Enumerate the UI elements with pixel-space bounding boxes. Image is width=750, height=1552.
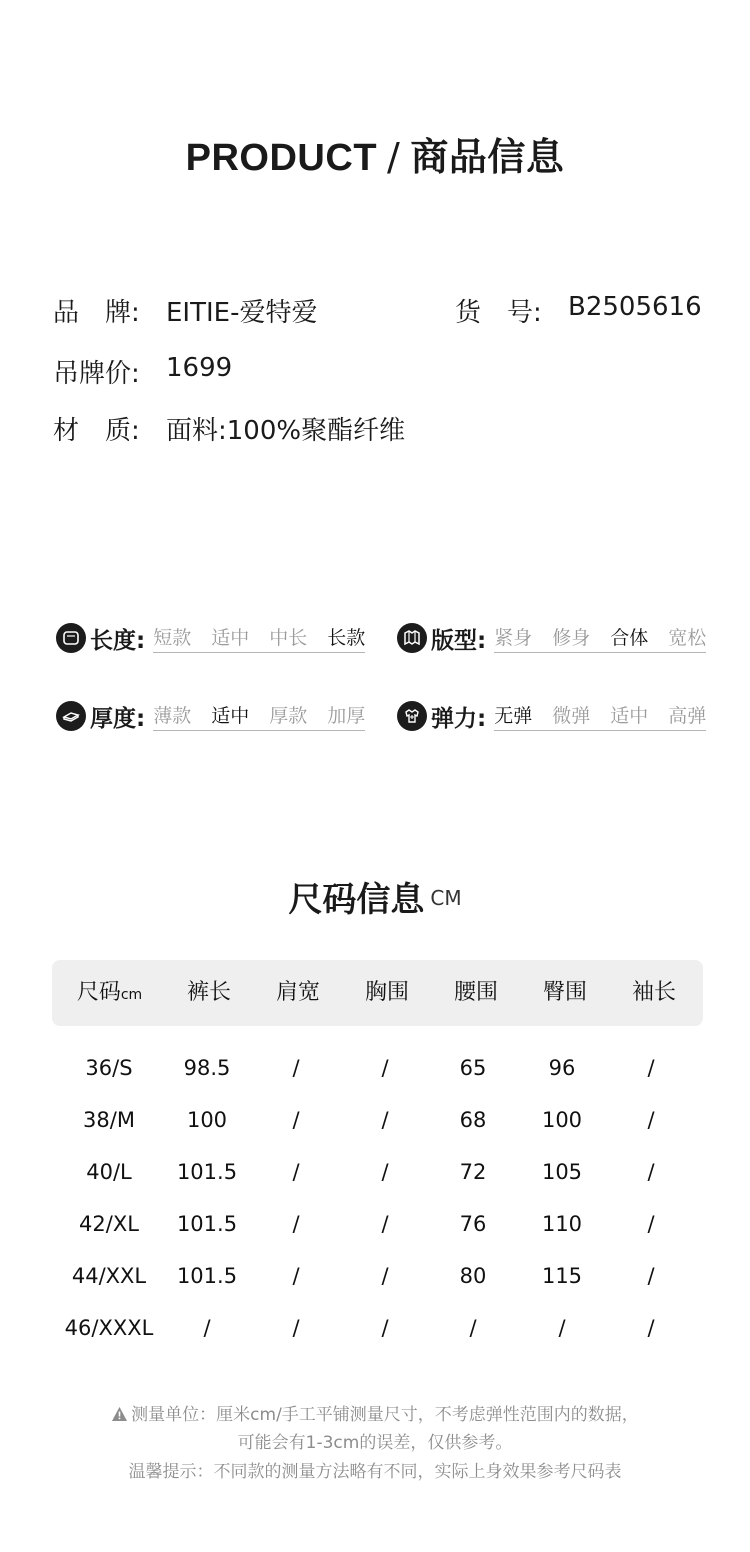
attr-elasticity-option: 高弹 [668, 705, 707, 727]
attr-length-options [153, 623, 365, 653]
fit-icon [397, 623, 427, 653]
measurement-cell: 65 [459, 1056, 487, 1080]
sku-value: B2505616 [568, 292, 702, 322]
note-line-1: 测量单位：厘米cm/手工平铺测量尺寸，不考虑弹性范围内的数据， [131, 1405, 639, 1425]
measurement-cell: / [292, 1160, 300, 1184]
header-cell: 袖长 [631, 980, 676, 1005]
attr-elasticity-label: 弹力: [431, 705, 487, 732]
elasticity-icon [397, 701, 427, 731]
measurement-cell: / [647, 1056, 655, 1080]
measurement-cell: / [292, 1108, 300, 1132]
size-title-text: 尺码信息 [288, 880, 425, 920]
measurement-cell: / [203, 1316, 211, 1340]
header-size-label: 尺码 [76, 980, 121, 1005]
attr-length-option-selected: 长款 [327, 627, 366, 649]
attr-thickness-option: 加厚 [327, 705, 366, 727]
measurement-cell: 80 [459, 1264, 487, 1288]
measurement-cell: / [381, 1108, 389, 1132]
measurement-cell: / [292, 1212, 300, 1236]
price-label: 吊牌价: [53, 359, 140, 389]
measurement-note [0, 1401, 750, 1432]
measurement-cell: / [381, 1056, 389, 1080]
measurement-cell: / [469, 1316, 477, 1340]
material-label: 材 质: [53, 416, 140, 446]
measurement-cell: 98.5 [183, 1056, 231, 1080]
attr-length-option: 适中 [211, 627, 250, 649]
attr-length-option: 短款 [153, 627, 192, 649]
attr-elasticity-option-selected: 无弹 [494, 705, 533, 727]
measurement-cell: / [647, 1316, 655, 1340]
measurement-cell: 105 [541, 1160, 583, 1184]
measurement-cell: / [381, 1212, 389, 1236]
measurement-cell: / [292, 1056, 300, 1080]
measurement-cell: / [381, 1316, 389, 1340]
price-value: 1699 [166, 353, 233, 383]
material-value: 面料:100%聚酯纤维 [166, 416, 406, 446]
attr-fit-options [494, 623, 706, 653]
title-en: PRODUCT [185, 137, 378, 179]
header-cell: 肩宽 [275, 980, 320, 1005]
measurement-cell: / [292, 1264, 300, 1288]
measurement-cell: 101.5 [176, 1264, 238, 1288]
size-cell: 46/XXXL [64, 1316, 154, 1340]
measurement-cell: / [647, 1264, 655, 1288]
brand-label: 品 牌: [53, 298, 140, 328]
attr-elasticity-option: 适中 [610, 705, 649, 727]
attr-fit-label: 版型: [431, 627, 487, 654]
size-cell: 42/XL [79, 1212, 139, 1236]
attr-elasticity [397, 699, 706, 733]
attr-thickness-label: 厚度: [90, 705, 146, 732]
measurement-cell: 101.5 [176, 1160, 238, 1184]
measurement-cell: / [381, 1264, 389, 1288]
attr-length [56, 621, 365, 655]
attr-elasticity-options [494, 701, 706, 731]
attr-length-option: 中长 [269, 627, 308, 649]
attr-fit [397, 621, 706, 655]
size-table-header [52, 960, 703, 1026]
attr-thickness [56, 699, 365, 733]
attr-fit-option-selected: 合体 [610, 627, 649, 649]
measurement-cell: / [647, 1212, 655, 1236]
title-cn: 商品信息 [410, 135, 565, 179]
header-size-unit: cm [120, 987, 143, 1003]
size-cell: 36/S [85, 1056, 133, 1080]
header-cell: 臀围 [542, 980, 587, 1005]
attr-elasticity-option: 微弹 [552, 705, 591, 727]
measurement-cell: / [647, 1108, 655, 1132]
measurement-cell: / [558, 1316, 566, 1340]
attr-thickness-option: 厚款 [269, 705, 308, 727]
attr-fit-option: 紧身 [494, 627, 533, 649]
measurement-cell: 96 [548, 1056, 576, 1080]
measurement-cell: 72 [459, 1160, 487, 1184]
measurement-cell: 115 [541, 1264, 583, 1288]
measurement-cell: / [647, 1160, 655, 1184]
thickness-icon [56, 701, 86, 731]
header-cell-size [52, 960, 167, 1028]
attr-thickness-option-selected: 适中 [211, 705, 250, 727]
sku-label: 货 号: [455, 298, 542, 328]
attr-fit-option: 修身 [552, 627, 591, 649]
measurement-cell: 100 [186, 1108, 228, 1132]
measurement-cell: / [381, 1160, 389, 1184]
size-cell: 38/M [83, 1108, 135, 1132]
attr-thickness-options [153, 701, 365, 731]
measurement-cell: 68 [459, 1108, 487, 1132]
brand-value: EITIE-爱特爱 [166, 298, 318, 328]
attr-thickness-option: 薄款 [153, 705, 192, 727]
title-separator: / [387, 135, 401, 179]
measurement-cell: 100 [541, 1108, 583, 1132]
attr-length-label: 长度: [90, 627, 146, 654]
length-icon [56, 623, 86, 653]
header-cell: 胸围 [364, 980, 409, 1005]
header-cell: 裤长 [186, 980, 231, 1005]
size-cell: 44/XXL [71, 1264, 147, 1288]
size-title-unit: CM [430, 886, 462, 910]
measurement-cell: / [292, 1316, 300, 1340]
note-line-3: 温馨提示：不同款的测量方法略有不同，实际上身效果参考尺码表 [128, 1462, 622, 1482]
header-cell: 腰围 [453, 980, 498, 1005]
size-cell: 40/L [86, 1160, 132, 1184]
measurement-cell: 76 [459, 1212, 487, 1236]
warning-icon [111, 1403, 128, 1432]
size-section-title [0, 872, 750, 921]
note-line-2: 可能会有1-3cm的误差，仅供参考。 [237, 1433, 513, 1453]
page-title [0, 126, 750, 181]
measurement-cell: 110 [541, 1212, 583, 1236]
attr-fit-option: 宽松 [668, 627, 707, 649]
measurement-cell: 101.5 [176, 1212, 238, 1236]
